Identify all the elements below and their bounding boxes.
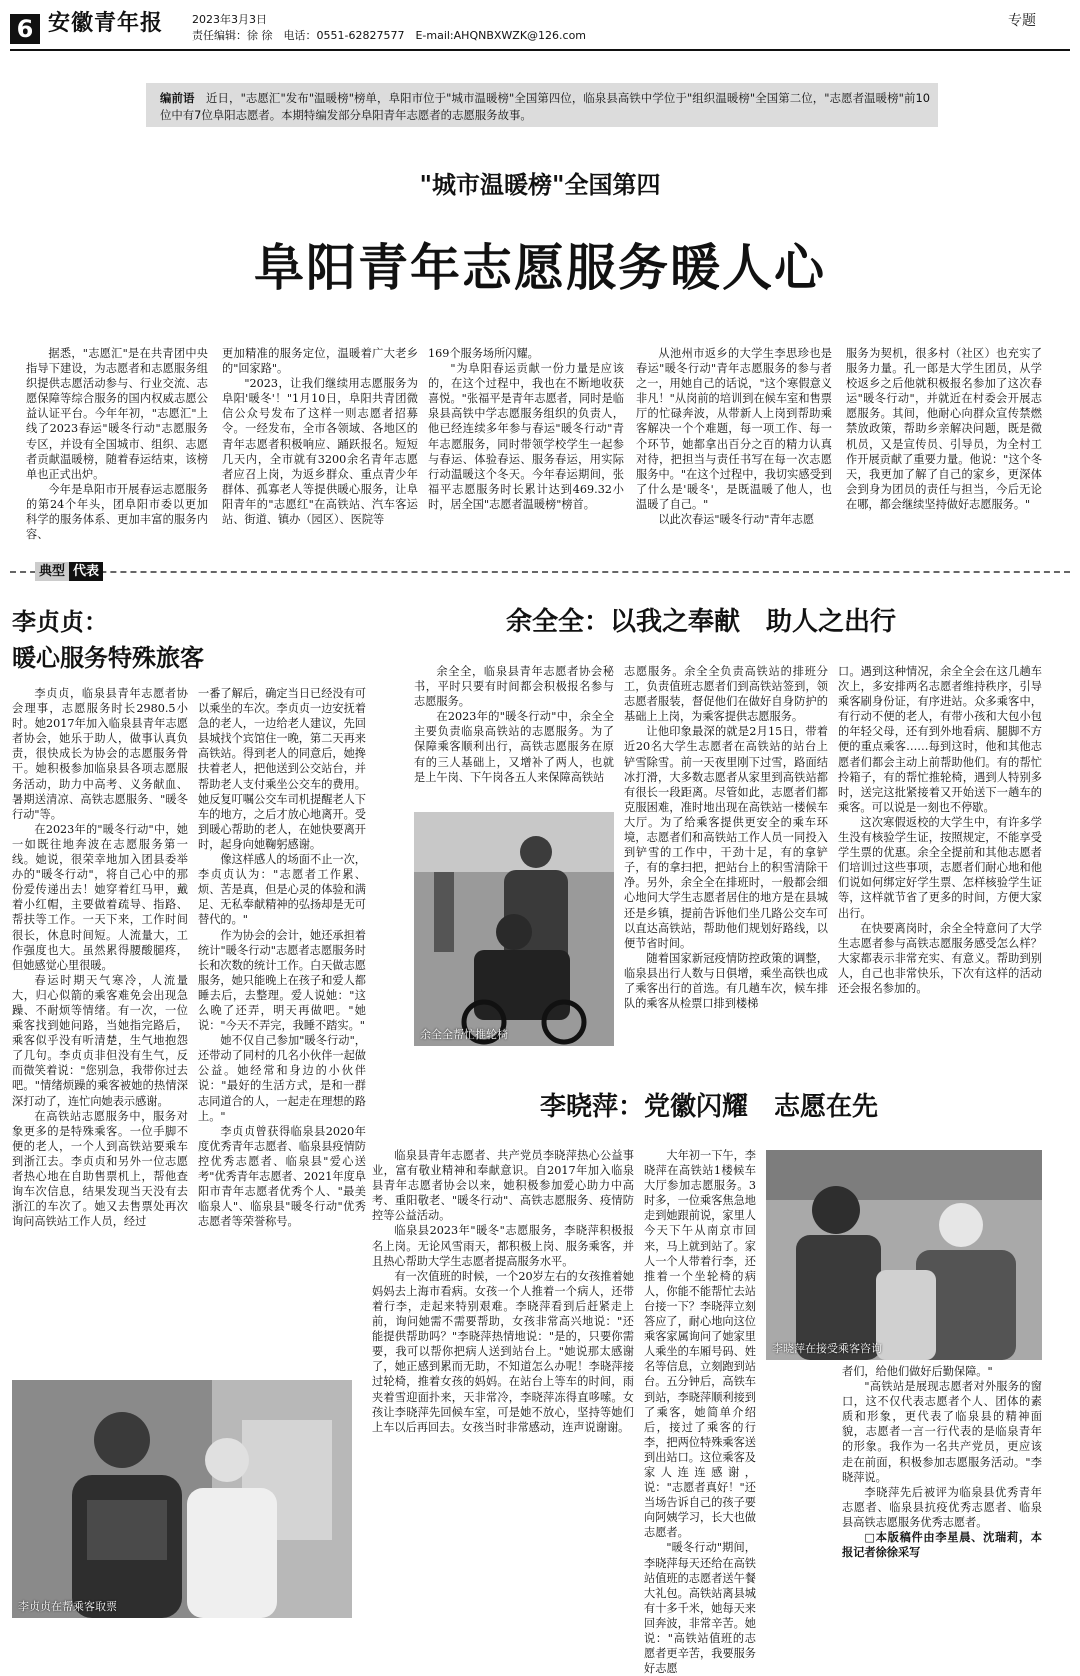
paragraph: 者们，给他们做好后勤保障。" — [842, 1365, 993, 1378]
paragraph: 随着国家新冠疫情防控政策的调整，临泉县出行人数与日俱增，乘坐高铁也成了乘客出行的首选。有几趟车次，候车排队的乘客从检票口排到楼梯 — [624, 951, 828, 1011]
page-number: 6 — [10, 14, 40, 44]
paragraph: 在高铁站志愿服务中，服务对象更多的是特殊乘客。一位手脚不便的老人，一个人到高铁站要乘车到浙江去。李贞贞和另外一位志愿者热心地在自助售票机上，帮他查询车次信息，结果发现当天没有去浙江的车次了。她又去售票处再次询问高铁站工作人员，经过 — [12, 1109, 188, 1229]
li-zhenzhen-column-2 — [198, 686, 366, 1376]
section-tag — [35, 561, 103, 583]
li-xiaoping-column-2 — [644, 1148, 756, 1676]
paragraph: "高铁站是展现志愿者对外服务的窗口，这不仅代表志愿者个人、团体的素质和形象，更代表了临泉县的精神面貌，志愿者一言一行代表的是临泉青年的形象。我作为一名共产党员，更应该走在前面，积极参加志愿服务活动。"李晓萍说。 — [842, 1380, 1042, 1484]
paragraph: 口。遇到这种情况，余全全会在这几趟车次上，多安排两名志愿者维持秩序，引导乘客刷身份证，有序进站。众多乘客中，有行动不便的老人，有带小孩和大包小包的年轻父母，还有到外地看病、腿脚不方便的重点乘客……每到这时，他和其他志愿者们都会主动上前帮助他们。有的帮忙拎箱子，有的帮忙推轮椅，遇到人特别多时，送完这批紧接着又开始送下一趟车的乘客。可以说是一刻也不停歇。 — [838, 665, 1042, 814]
intro-paragraph — [160, 90, 930, 124]
paragraph: 李贞贞，临泉县青年志愿者协会理事，志愿服务时长2980.5小时。她2017年加入临泉县青年志愿者协会，她乐于助人，做事认真负责，很快成长为协会的志愿服务骨干。她积极参加临泉县各项志愿服务活动，助力中高考、义务献血、暑期送清凉、高铁志愿服务、"暖冬行动"等。 — [12, 687, 188, 821]
photo-illustration — [414, 812, 614, 1046]
paragraph: 春运时期天气寒冷，人流量大，归心似箭的乘客难免会出现急躁、不耐烦等情绪。有一次，一位乘客找到她问路，当她指完路后，乘客似乎没有听清楚，生气地抱怨了几句。李贞贞非但没有生气，反而微笑着说："您别急，我带你过去吧。"情绪烦躁的乘客被她的热情深深打动了，连忙向她表示感谢。 — [12, 973, 188, 1108]
li-zhenzhen-column-1 — [12, 686, 188, 1376]
paragraph: 在2023年的"暖冬行动"中，她一如既往地奔波在志愿服务第一线。她说，很荣幸地加入团县委举办的"暖冬行动"，将自己心中的那份爱传递出去！她穿着红马甲，戴着小红帽，主要做着疏导、指路、帮扶等工作。一天下来，工作时间很长，休息时间短。人流量大，工作强度也大。虽然累得腰酸腿疼，但她感觉心里很暖。 — [12, 822, 188, 972]
paragraph: 从池州市返乡的大学生李思珍也是春运"暖冬行动"青年志愿服务的参与者之一，用她自己的话说，"这个寒假意义非凡！"从岗前的培训到在候车室和售票厅的忙碌奔波，从带新人上岗到帮助乘客解决一个个难题，每一项工作、每一个环节，她都拿出百分之百的精力认真对待，把担当与责任书写在每一次志愿服务中。"在这个过程中，我切实感受到了什么是'暖冬'，是既温暖了他人，也温暖了自己。" — [636, 347, 832, 511]
paragraph: 大年初一下午，李晓萍在高铁站1楼候车大厅参加志愿服务。3时多，一位乘客焦急地走到她跟前说，家里人今天下午从南京市回来，马上就到站了。家人一个人带着行李，还推着一个坐轮椅的病人，你能不能帮忙去站台接一下？李晓萍立刻答应了，耐心地向这位乘客家属询问了她家里人乘坐的车厢号码、姓名等信息，立刻跑到站台。五分钟后，高铁车到站，李晓萍顺利接到了乘客，她简单介绍后，接过了乘客的行李，把两位特殊乘客送到出站口。这位乘客及家人连连感谢，说："志愿者真好！"还当场告诉自己的孩子要向阿姨学习，长大也做志愿者。 — [644, 1149, 756, 1540]
photo-yu-quanquan — [414, 812, 614, 1046]
yu-quanquan-column-1 — [414, 664, 614, 814]
issue-date: 2023年3月3日 — [192, 13, 267, 26]
paragraph: 像这样感人的场面不止一次，李贞贞认为："志愿者工作累、烦、苦是真，但是心灵的体验和满足、无私奉献精神的弘扬却是无可替代的。" — [198, 853, 366, 927]
photo-li-xiaoping — [766, 1150, 1042, 1360]
lead-column-5 — [846, 346, 1042, 546]
li-xiaoping-column-3 — [842, 1364, 1042, 1622]
kicker-headline: "城市温暖榜"全国第四 — [419, 170, 661, 199]
paragraph: "暖冬行动"期间，李晓萍每天还给在高铁站值班的志愿者送午餐大礼包。高铁站离县城有十多千米，她每天来回奔波，非常辛苦。她说："高铁站值班的志愿者更辛苦，我要服务好志愿 — [644, 1541, 756, 1676]
paragraph: 临泉县2023年"暖冬"志愿服务，李晓萍积极报名上岗。无论风雪雨天，都积极上岗、服务乘客，并且热心帮助大学生志愿者提高服务水平。 — [372, 1224, 634, 1268]
paragraph: 在2023年的"暖冬行动"中，余全全主要负责临泉高铁站的志愿服务。为了保障乘客顺利出行，高铁志愿服务在原有的三人基础上，又增补了两人，也就是上午岗、下午岗各五人来保障高铁站 — [414, 710, 614, 784]
paragraph: 让他印象最深的就是2月15日，带着近20名大学生志愿者在高铁站的站台上铲雪除雪。前一天夜里刚下过雪，路面结冰打滑，大多数志愿者从家里到高铁站都有很长一段距离。尽管如此，志愿者们都克服困难，准时地出现在高铁站一楼候车大厅。为了给乘客提供更安全的乘车环境，志愿者们和高铁站工作人员一同投入到铲雪的工作中，干劲十足，有的拿铲子，有的拿扫把，把站台上的积雪清除干净。另外，余全全在排班时，一般都会细心地问大学生志愿者居住的地方是在县城还是乡镇，提前告诉他们坐几路公交车可以直达高铁站，帮助他们规划好路线，以便节省时间。 — [624, 725, 828, 950]
article-headline-li-zhenzhen-line1: 李贞贞： — [12, 607, 108, 636]
paragraph: 有一次值班的时候，一个20岁左右的女孩推着她妈妈去上海市看病。女孩一个人推着一个病人，还带着行李，走起来特别艰难。李晓萍看到后赶紧走上前，询问她需不需要帮助，女孩非常高兴地说："还能提供帮助吗？"李晓萍热情地说："是的，只要你需要，我可以帮你把病人送到站台上。"她说那太感谢了，她正感到累而无助，不知道怎么办呢！李晓萍接过轮椅，推着女孩的妈妈。在站台上等车的时间，雨夹着雪迎面扑来，天非常冷，李晓萍冻得直哆嗦。女孩让李晓萍先回候车室，可是她不放心，坚持等她们上车以后再回去。女孩当时非常感动，连声说谢谢。 — [372, 1269, 634, 1434]
lead-column-1 — [26, 346, 208, 546]
paragraph: 志愿服务。余全全负责高铁站的排班分工，负责值班志愿者们到高铁站签到，领志愿者服装，督促他们在做好自身防护的基础上上岗，为乘客提供志愿服务。 — [624, 665, 828, 724]
photo-li-zhenzhen — [12, 1380, 352, 1618]
section-divider — [10, 571, 1070, 573]
editor-contact-line: 责任编辑：徐 徐 电话：0551-62827577 E-mail:AHQNBXWZK@126.com — [192, 29, 587, 42]
paragraph: 李晓萍先后被评为临泉县优秀青年志愿者、临泉县抗疫优秀志愿者、临泉县高铁志愿服务优秀志愿者。 — [842, 1485, 1042, 1529]
photo-illustration — [12, 1380, 352, 1618]
paragraph: 在快要离岗时，余全全特意问了大学生志愿者参与高铁志愿服务感受怎么样？大家都表示非常充实、有意义。帮助到别人，自己也非常快乐，下次有这样的活动还会报名参加的。 — [838, 921, 1042, 995]
section-tag-part1: 典型 — [35, 562, 69, 581]
paragraph: 据悉，"志愿汇"是在共青团中央指导下建设，为志愿者和志愿服务组织提供志愿活动参与、行业交流、志愿保障等综合服务的国内权威志愿公益认证平台。今年年初，"志愿汇"上线了2023春运"暖冬行动"志愿服务专区，并设有全国城市、组织、志愿者贡献温暖榜，随着春运结束，该榜单也正式出炉。 — [26, 347, 208, 481]
photo-caption: 李晓萍在接受乘客咨询 — [772, 1341, 882, 1355]
paragraph: 今年是阜阳市开展春运志愿服务的第24个年头，团阜阳市委以更加科学的服务体系、更加丰富的服务内容、 — [26, 482, 208, 542]
paragraph: 以此次春运"暖冬行动"青年志愿 — [658, 513, 815, 527]
paragraph: "2023，让我们继续用志愿服务为阜阳'暖冬'！"1月10日，阜阳共青团微信公众号发布了这样一则志愿者招募令。一经发布，全市各领域、各地区的青年志愿者积极响应、踊跃报名。短短几天内，全市就有3200余名青年志愿者应召上岗，为返乡群众、重点青少年群体、孤寡老人等提供暖心服务，让阜阳青年的"志愿红"在高铁站、汽车客运站、街道、镇办（园区）、医院等 — [222, 377, 418, 527]
main-headline: 阜阳青年志愿服务暖人心 — [254, 239, 826, 297]
paragraph: 李贞贞曾获得临泉县2020年度优秀青年志愿者、临泉县疫情防控优秀志愿者、临泉县"爱心送考"优秀青年志愿者、2021年度阜阳市青年志愿者优秀个人、"最美临泉人"、临泉县"暖冬行动"优秀志愿者等荣誉称号。 — [198, 1124, 366, 1229]
paragraph: 作为协会的会计，她还承担着统计"暖冬行动"志愿者志愿服务时长和次数的统计工作。白天做志愿服务，她只能晚上在孩子和爱人都睡去后，去整理。爱人说她："这么晚了还弄，明天再做吧。"她说："今天不弄完，我睡不踏实。" — [198, 928, 366, 1033]
yu-quanquan-column-3 — [838, 664, 1042, 1064]
lead-column-2 — [222, 346, 418, 546]
credit-line: □本版稿件由李星晨、沈瑞莉，本报记者徐徐采写 — [842, 1530, 1042, 1560]
li-xiaoping-column-1 — [372, 1148, 634, 1622]
paragraph: 更加精准的服务定位，温暖着广大老乡的"回家路"。 — [222, 347, 418, 376]
paragraph: 一番了解后，确定当日已经没有可以乘坐的车次。李贞贞一边安抚着急的老人，一边给老人建议，先回县城找个宾馆住一晚，第二天再来高铁站。得到老人的同意后，她搀扶着老人，把他送到公交站台，并帮助老人支付乘坐公交车的费用。她反复叮嘱公交车司机提醒老人下车的地方，之后才放心地离开。受到暖心帮助的老人，在她快要离开时，起身向她鞠躬感谢。 — [198, 687, 366, 851]
paragraph: 169个服务场所闪耀。 — [428, 347, 539, 360]
yu-quanquan-column-2 — [624, 664, 828, 1064]
paragraph: 她不仅自己参加"暖冬行动"，还带动了同村的几名小伙伴一起做公益。她经常和身边的小伙伴说："最好的生活方式，是和一群志同道合的人，一起走在理想的路上。" — [198, 1034, 366, 1123]
paragraph: 服务为契机，很多村（社区）也充实了服务力量。孔一郎是大学生团员，从学校返乡之后他就积极报名参加了这次春运"暖冬行动"，并就近在村委会开展志愿服务。其间，他耐心向群众宣传禁燃禁放政策，帮助乡亲解决问题，既是微机员，又是宣传员、引导员，为全村工作开展贡献了重要力量。他说："这个冬天，我更加了解了自己的家乡，更深体会到身为团员的责任与担当，今后无论在哪，都会继续坚持做好志愿服务。" — [846, 347, 1042, 511]
header-rule — [10, 49, 1070, 51]
paragraph: 这次寒假返校的大学生中，有许多学生没有核验学生证，按照规定，不能享受学生票的优惠。余全全提前和其他志愿者们培训过这些事项，志愿者们耐心地和他们说如何绑定好学生票、怎样核验学生证等，这样就节省了更多的时间，方便大家出行。 — [838, 815, 1042, 920]
paragraph: "为阜阳春运贡献一份力量是应该的，在这个过程中，我也在不断地收获喜悦。"张福平是青年志愿者，同时是临泉县高铁中学志愿服务组织的负责人，他已经连续多年参与春运"暖冬行动"青年志愿服务，同时带领学校学生一起参与春运、体验春运、服务春运，用实际行动温暖这个冬天。今年春运期间，张福平志愿服务时长累计达到469.32小时，居全国"志愿者温暖榜"榜首。 — [428, 362, 624, 511]
photo-caption: 李贞贞在帮乘客取票 — [18, 1599, 117, 1613]
lead-column-3 — [428, 346, 624, 546]
lead-column-4 — [636, 346, 832, 546]
paragraph: 余全全，临泉县青年志愿者协会秘书，平时只要有时间都会积极报名参与志愿服务。 — [414, 665, 614, 709]
intro-label: 编前语 — [160, 91, 195, 105]
article-headline-li-zhenzhen-line2: 暖心服务特殊旅客 — [12, 643, 204, 672]
section-name: 专题 — [1008, 13, 1036, 29]
photo-caption: 余全全帮忙推轮椅 — [420, 1027, 508, 1041]
paragraph: 临泉县青年志愿者、共产党员李晓萍热心公益事业，富有敬业精神和奉献意识。自2017年加入临泉县青年志愿者协会以来，她积极参加爱心助力中高考、重阳敬老、"暖冬行动"、高铁志愿服务、疫情防控等公益活动。 — [372, 1149, 634, 1223]
article-headline-yu-quanquan: 余全全：以我之奉献 助人之出行 — [506, 607, 897, 637]
photo-illustration — [766, 1150, 1042, 1360]
section-tag-part2: 代表 — [69, 562, 103, 581]
newspaper-name: 安徽青年报 — [48, 10, 164, 36]
intro-text: 近日，"志愿汇"发布"温暖榜"榜单，阜阳市位于"城市温暖榜"全国第四位，临泉县高铁中学位于"组织温暖榜"全国第二位，"志愿者温暖榜"前10位中有7位阜阳志愿者。本期特编发部分阜阳青年志愿者的志愿服务故事。 — [160, 91, 930, 122]
article-headline-li-xiaoping: 李晓萍：党徽闪耀 志愿在先 — [540, 1092, 879, 1122]
